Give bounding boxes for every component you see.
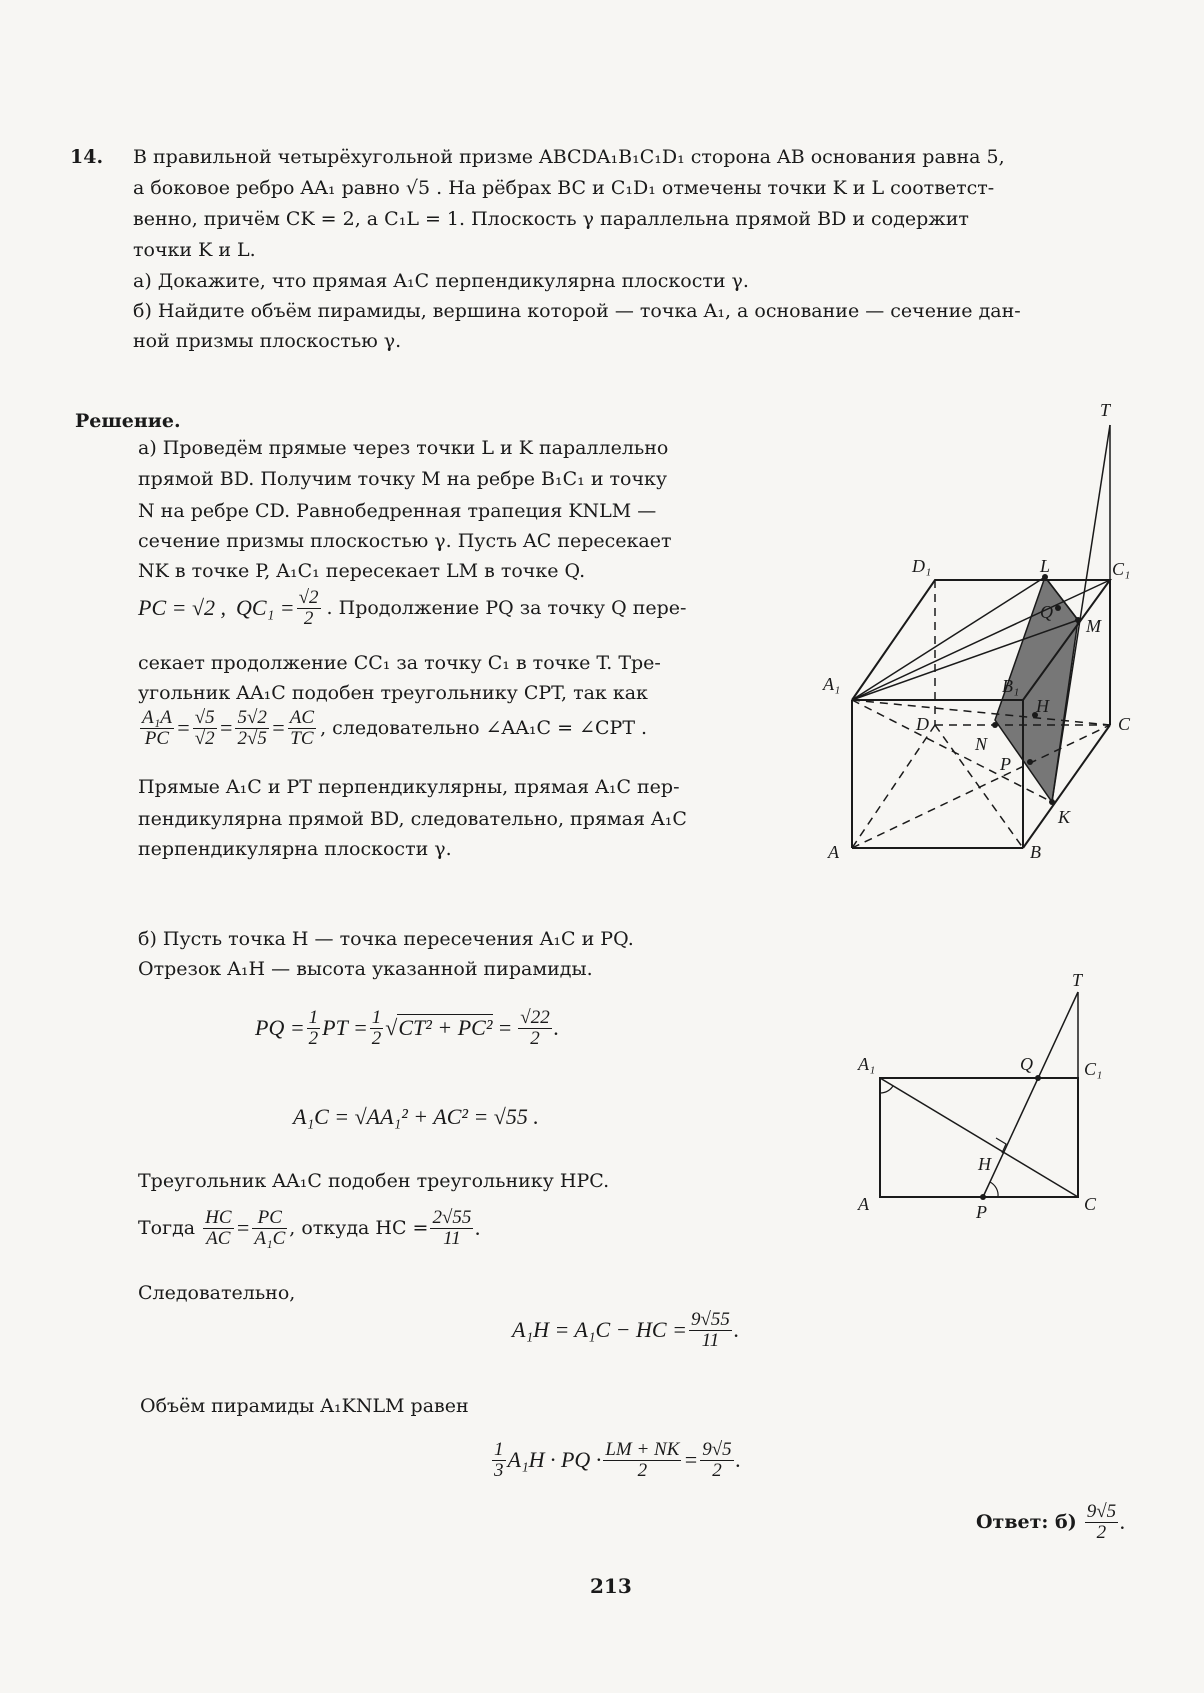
fig1-label: D₁ <box>912 556 932 576</box>
ratio-fraction: $\frac{5√2}{2√5}$ <box>237 707 267 749</box>
fig1-label: Q <box>1040 602 1053 622</box>
fig1-label: C <box>1118 714 1131 734</box>
pq-result-fraction: $\frac{√22}{2}$ <box>520 1007 550 1049</box>
problem-line-3: венно, причём CK = 2, а C₁L = 1. Плоскость γ параллельна прямой BD и содержит <box>133 208 969 230</box>
then-fraction: $\frac{HC}{AC}$ <box>205 1207 232 1249</box>
answer-fraction: $\frac{9√5}{2}$ <box>1086 1501 1117 1543</box>
pq-half-fraction: $\frac{1}{2}$ <box>308 1007 319 1049</box>
solution-a-line: Прямые A₁C и PT перпендикулярны, прямая A₁C пер- <box>138 776 680 798</box>
solution-heading: Решение. <box>75 410 181 432</box>
volume-mean-fraction: $\frac{LM + NK}{2}$ <box>605 1439 680 1481</box>
problem-part-a: а) Докажите, что прямая A₁C перпендикулярна плоскости γ. <box>133 270 749 292</box>
fig2-label: Q <box>1020 1054 1033 1074</box>
qc1-fraction: $\frac{√2}{2}$ <box>298 587 319 629</box>
solution-b-line: б) Пусть точка H — точка пересечения A₁C и PQ. <box>138 928 634 950</box>
continuation-text: . Продолжение PQ за точку Q пере- <box>326 597 687 620</box>
fig1-label: N <box>975 734 988 754</box>
pc-qc1-equation <box>138 588 686 629</box>
pc-equation: PC = √2 , <box>138 595 227 621</box>
problem-part-b-1: б) Найдите объём пирамиды, вершина которой — точка A₁, а основание — сечение дан- <box>133 300 1021 322</box>
solution-a-line: секает продолжение CC₁ за точку C₁ в точке T. Тре- <box>138 652 661 674</box>
pq-radicand: CT² + PC² <box>398 1015 493 1041</box>
solution-a-line: сечение призмы плоскостью γ. Пусть AC пересекает <box>138 530 672 552</box>
fig1-label: A <box>828 842 839 862</box>
ratio-fraction: $\frac{AC}{TC}$ <box>289 707 315 749</box>
volume-result-fraction: $\frac{9√5}{2}$ <box>702 1439 732 1481</box>
fig2-label: H <box>978 1154 991 1174</box>
problem-number: 14. <box>70 146 104 168</box>
therefore-text: Следовательно, <box>138 1282 296 1304</box>
volume-equation: $\frac{1}{3}$ A₁H · PQ · $\frac{LM + NK}{2}$ = $\frac{9√5}{2}$ . <box>494 1439 742 1481</box>
ratio-equation: $\frac{\text{A₁A}}{PC}$ = $\frac{√5}{√2}$ = $\frac{5√2}{2√5}$ = $\frac{AC}{TC}$ , следовательно ∠AA₁C = ∠CPT . <box>142 707 648 749</box>
volume-text: Объём пирамиды A₁KNLM равен <box>140 1395 469 1417</box>
page-number: 213 <box>590 1574 632 1598</box>
fig1-label: T <box>1100 400 1111 420</box>
fig1-label: B <box>1030 842 1041 862</box>
then-equation: Тогда $\frac{HC}{AC}$ = $\frac{PC}{\text{A₁C}}$ , откуда HC = $\frac{2√55}{11}$ . <box>138 1207 481 1249</box>
problem-line-1: В правильной четырёхугольной призме ABCDA₁B₁C₁D₁ сторона AB основания равна 5, <box>133 146 1005 168</box>
problem-part-b-2: ной призмы плоскостью γ. <box>133 330 402 352</box>
answer-label: Ответ: б) <box>976 1511 1077 1534</box>
solution-b-line: Отрезок A₁H — высота указанной пирамиды. <box>138 958 593 980</box>
solution-a-line: пендикулярна прямой BD, следовательно, прямая A₁C <box>138 808 687 830</box>
pq-equation: PQ = $\frac{1}{2}$ PT = $\frac{1}{2}$ √CT² + PC² = $\frac{√22}{2}$ . <box>255 1007 560 1049</box>
solution-a-line: перпендикулярна плоскости γ. <box>138 838 452 860</box>
ratio-fraction: $\frac{\text{A₁A}}{PC}$ <box>142 707 172 749</box>
hc-result-fraction: $\frac{2√55}{11}$ <box>432 1207 472 1249</box>
volume-third-fraction: $\frac{1}{3}$ <box>494 1439 504 1481</box>
fig2-label: A <box>858 1194 869 1214</box>
solution-a-line: а) Проведём прямые через точки L и K параллельно <box>138 437 669 459</box>
fig1-label: A₁ <box>823 674 841 694</box>
prism-figure <box>820 400 1150 870</box>
fig1-label: C₁ <box>1112 559 1131 579</box>
fig2-label: T <box>1072 970 1083 990</box>
fig1-label: K <box>1058 807 1071 827</box>
qc1-lhs: QC₁ = <box>236 595 295 621</box>
solution-a-line: NK в точке P, A₁C₁ пересекает LM в точке Q. <box>138 560 586 582</box>
fig1-label: H <box>1036 696 1049 716</box>
a1c-equation: A₁C = √AA₁² + AC² = √55 . <box>293 1104 539 1129</box>
then-fraction: $\frac{PC}{\text{A₁C}}$ <box>254 1207 286 1249</box>
solution-a-line: угольник AA₁C подобен треугольнику CPT, так как <box>138 682 648 704</box>
section-figure <box>855 970 1120 1220</box>
fig2-label: C <box>1084 1194 1097 1214</box>
problem-line-4: точки K и L. <box>133 239 256 261</box>
solution-a-line: N на ребре CD. Равнобедренная трапеция KNLM — <box>138 500 657 522</box>
fig1-label: M <box>1086 616 1101 636</box>
ratio-tail: , следовательно ∠AA₁C = ∠CPT . <box>320 717 648 740</box>
solution-a-line: прямой BD. Получим точку M на ребре B₁C₁ и точку <box>138 468 668 490</box>
fig2-label: A₁ <box>858 1054 876 1074</box>
ratio-fraction: $\frac{√5}{√2}$ <box>194 707 215 749</box>
answer: Ответ: б) $\frac{9√5}{2}$ . <box>976 1501 1126 1543</box>
fig2-label: C₁ <box>1084 1059 1103 1079</box>
problem-line-2: а боковое ребро AA₁ равно √5 . На рёбрах BC и C₁D₁ отмечены точки K и L соответст- <box>133 177 995 199</box>
a1h-fraction: $\frac{9√55}{11}$ <box>690 1309 730 1351</box>
fig1-label: D <box>916 714 929 734</box>
fig1-label: P <box>1000 754 1011 774</box>
similar-triangles-text: Треугольник AA₁C подобен треугольнику HPC. <box>138 1170 610 1192</box>
fig1-label: B₁ <box>1002 676 1020 696</box>
a1h-equation: A₁H = A₁C − HC = $\frac{9√55}{11}$ . <box>512 1309 740 1351</box>
fig2-label: P <box>976 1202 987 1220</box>
fig1-label: L <box>1040 556 1051 576</box>
pq-half-fraction: $\frac{1}{2}$ <box>371 1007 382 1049</box>
